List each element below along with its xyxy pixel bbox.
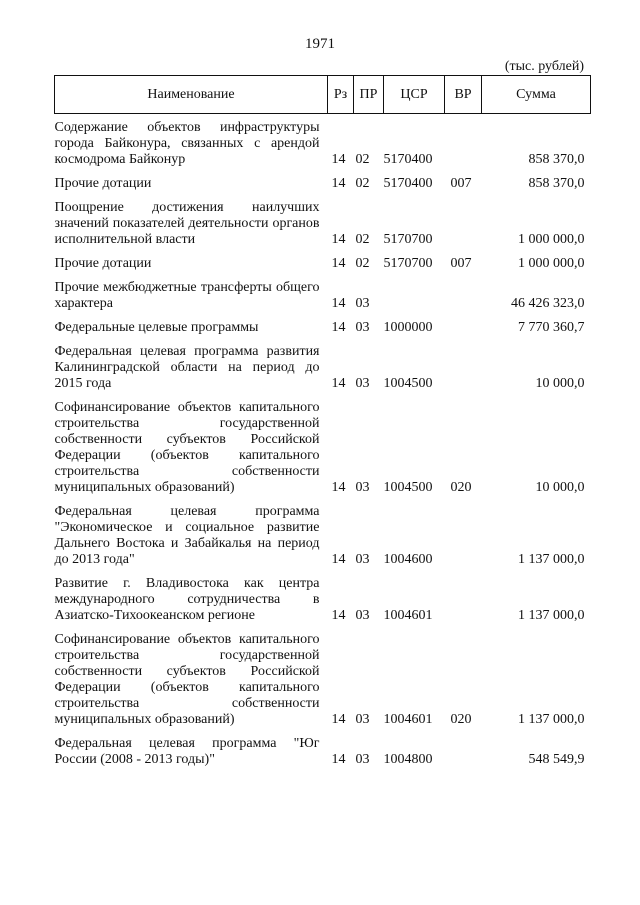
table-row bbox=[55, 736, 591, 776]
row-pr: 03 bbox=[355, 712, 370, 727]
row-name: Софинансирование объектов капитального строительства государственной собственности субъектов Российской Федерации (объектов капитального строительства собственности муниципальных образований) bbox=[54, 400, 320, 495]
row-vr bbox=[445, 344, 482, 400]
budget-table bbox=[54, 75, 591, 776]
row-csr: 5170700 bbox=[383, 256, 433, 271]
row-sum: 1 000 000,0 bbox=[518, 256, 585, 271]
row-pr: 03 bbox=[355, 296, 370, 311]
table-header-row bbox=[55, 76, 591, 114]
table-row bbox=[55, 400, 591, 504]
row-name: Развитие г. Владивостока как центра международного сотрудничества в Азиатско-Тихоокеанском регионе bbox=[54, 576, 320, 623]
row-sum: 1 137 000,0 bbox=[518, 608, 585, 623]
row-csr: 1004500 bbox=[383, 376, 433, 391]
row-csr: 5170700 bbox=[383, 232, 433, 247]
row-csr: 5170400 bbox=[383, 152, 433, 167]
row-pr: 03 bbox=[355, 752, 370, 767]
row-csr bbox=[384, 280, 445, 320]
row-rz: 14 bbox=[331, 232, 346, 247]
row-name: Прочие дотации bbox=[54, 256, 152, 271]
row-sum: 1 000 000,0 bbox=[518, 232, 585, 247]
table-row bbox=[55, 504, 591, 576]
row-rz: 14 bbox=[331, 480, 346, 495]
row-name: Поощрение достижения наилучших значений показателей деятельности органов исполнительной власти bbox=[54, 200, 320, 247]
row-name: Федеральная целевая программа "Юг России (2008 - 2013 годы)" bbox=[54, 736, 320, 767]
table-row bbox=[55, 176, 591, 200]
row-vr: 020 bbox=[450, 480, 472, 495]
row-name: Федеральная целевая программа развития Калининградской области на период до 2015 года bbox=[54, 344, 320, 391]
row-vr: 020 bbox=[450, 712, 472, 727]
row-vr bbox=[445, 320, 482, 344]
row-name: Прочие межбюджетные трансферты общего характера bbox=[54, 280, 320, 311]
row-vr: 007 bbox=[450, 176, 472, 191]
row-rz: 14 bbox=[331, 256, 346, 271]
row-pr: 03 bbox=[355, 376, 370, 391]
table-row bbox=[55, 200, 591, 256]
row-pr: 03 bbox=[355, 480, 370, 495]
row-vr bbox=[445, 504, 482, 576]
row-pr: 02 bbox=[355, 152, 370, 167]
row-name: Федеральная целевая программа "Экономическое и социальное развитие Дальнего Востока и Забайкалья на период до 2013 года" bbox=[54, 504, 320, 567]
row-vr bbox=[445, 114, 482, 177]
row-rz: 14 bbox=[331, 320, 346, 335]
row-csr: 1004500 bbox=[383, 480, 433, 495]
row-sum: 46 426 323,0 bbox=[511, 296, 585, 311]
row-sum: 548 549,9 bbox=[528, 752, 585, 767]
header-name: Наименование bbox=[55, 76, 328, 114]
row-rz: 14 bbox=[331, 712, 346, 727]
row-name: Федеральные целевые программы bbox=[54, 320, 259, 335]
row-pr: 03 bbox=[355, 552, 370, 567]
row-vr: 007 bbox=[450, 256, 472, 271]
header-csr: ЦСР bbox=[384, 76, 445, 114]
row-sum: 10 000,0 bbox=[535, 376, 585, 391]
table-row bbox=[55, 632, 591, 736]
row-pr: 02 bbox=[355, 256, 370, 271]
row-pr: 02 bbox=[355, 232, 370, 247]
row-rz: 14 bbox=[331, 176, 346, 191]
row-sum: 1 137 000,0 bbox=[518, 552, 585, 567]
row-rz: 14 bbox=[331, 608, 346, 623]
row-sum: 858 370,0 bbox=[528, 152, 585, 167]
table-row bbox=[55, 576, 591, 632]
row-rz: 14 bbox=[331, 752, 346, 767]
row-name: Прочие дотации bbox=[54, 176, 152, 191]
row-name: Содержание объектов инфраструктуры города Байконура, связанных с арендой космодрома Байконур bbox=[54, 120, 320, 167]
row-csr: 1004600 bbox=[383, 552, 433, 567]
row-vr bbox=[445, 576, 482, 632]
table-row bbox=[55, 320, 591, 344]
table-row bbox=[55, 280, 591, 320]
header-sum: Сумма bbox=[482, 76, 591, 114]
page-number: 1971 bbox=[305, 36, 335, 52]
row-rz: 14 bbox=[331, 376, 346, 391]
row-sum: 858 370,0 bbox=[528, 176, 585, 191]
row-vr bbox=[445, 280, 482, 320]
row-pr: 02 bbox=[355, 176, 370, 191]
header-vr: ВР bbox=[445, 76, 482, 114]
row-rz: 14 bbox=[331, 552, 346, 567]
units-note: (тыс. рублей) bbox=[504, 59, 584, 74]
table-row bbox=[55, 344, 591, 400]
row-sum: 7 770 360,7 bbox=[518, 320, 585, 335]
table-row bbox=[55, 114, 591, 177]
row-vr bbox=[445, 736, 482, 776]
row-csr: 1000000 bbox=[383, 320, 433, 335]
row-sum: 1 137 000,0 bbox=[518, 712, 585, 727]
row-rz: 14 bbox=[331, 152, 346, 167]
header-pr: ПР bbox=[354, 76, 384, 114]
row-rz: 14 bbox=[331, 296, 346, 311]
row-pr: 03 bbox=[355, 320, 370, 335]
row-csr: 1004601 bbox=[383, 608, 433, 623]
row-name: Софинансирование объектов капитального строительства государственной собственности субъектов Российской Федерации (объектов капитального строительства собственности муниципальных образований) bbox=[54, 632, 320, 727]
row-csr: 1004601 bbox=[383, 712, 433, 727]
row-csr: 1004800 bbox=[383, 752, 433, 767]
header-rz: Рз bbox=[328, 76, 354, 114]
row-pr: 03 bbox=[355, 608, 370, 623]
table-row bbox=[55, 256, 591, 280]
row-csr: 5170400 bbox=[383, 176, 433, 191]
row-sum: 10 000,0 bbox=[535, 480, 585, 495]
row-vr bbox=[445, 200, 482, 256]
